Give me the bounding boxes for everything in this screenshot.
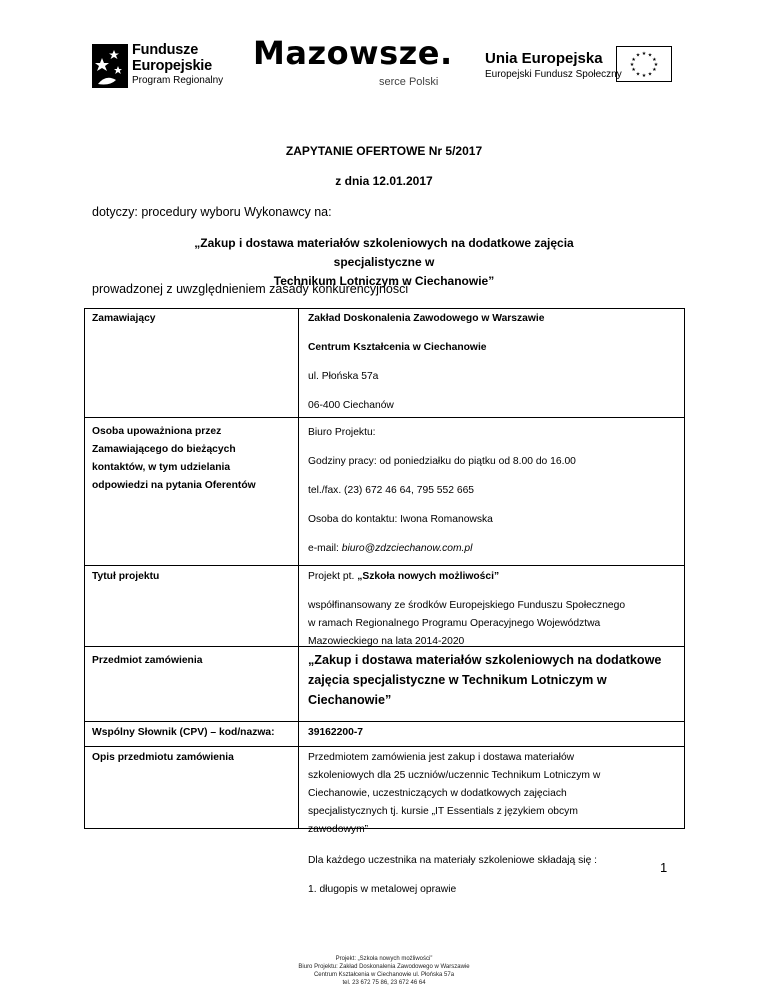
contact-label-line3: kontaktów, w tym udzielania [92, 462, 231, 473]
project-funding [308, 597, 674, 651]
dotyczy-line: dotyczy: procedury wyboru Wykonawcy na: [92, 205, 332, 219]
project-funding-line2: w ramach Regionalnego Programu Operacyjnego Województwa [308, 618, 601, 629]
table-row-divider [85, 417, 684, 418]
contact-person-label [92, 423, 288, 495]
phone-fax: tel./fax. (23) 672 46 64, 795 552 665 [308, 485, 475, 496]
table-row-divider [85, 565, 684, 566]
info-table [84, 308, 685, 895]
mazowsze-logo [253, 34, 453, 98]
ue-logo-text [485, 50, 622, 82]
mazowsze-word: Mazowsze. [253, 34, 453, 72]
description-paragraph [308, 749, 674, 839]
fe-line1: Fundusze [132, 42, 199, 58]
project-funding-line1: współfinansowany ze środków Europejskiego Funduszu Społecznego [308, 600, 626, 611]
header-logos [0, 34, 768, 98]
svg-text:★: ★ [631, 67, 636, 73]
footer-line1: Projekt: „Szkoła nowych możliwości” [335, 956, 433, 962]
biuro-projektu: Biuro Projektu: [308, 427, 376, 438]
table-row-divider [85, 721, 684, 722]
document-date: z dnia 12.01.2017 [335, 174, 433, 188]
project-name: „Szkoła nowych możliwości” [357, 571, 500, 582]
order-subject-line1: „Zakup i dostawa materiałów szkoleniowych na dodatkowe [308, 653, 662, 667]
svg-text:★: ★ [635, 71, 641, 78]
contact-person: Osoba do kontaktu: Iwona Romanowska [308, 514, 493, 525]
svg-text:★: ★ [647, 52, 653, 59]
svg-text:★: ★ [653, 62, 659, 68]
svg-text:★: ★ [652, 57, 657, 63]
mazowsze-subtitle: serce Polski [379, 76, 439, 88]
fe-line3: Program Regionalny [132, 75, 224, 86]
materials-intro: Dla każdego uczestnika na materiały szkoleniowe składają się : [308, 855, 598, 866]
contact-label-line1: Osoba upoważniona przez [92, 426, 222, 437]
contact-label-line4: odpowiedzi na pytania Oferentów [92, 480, 256, 491]
fe-stars-icon [92, 44, 128, 88]
order-subject-line3: Ciechanowie” [308, 693, 392, 707]
svg-text:★: ★ [652, 67, 657, 73]
description-line2: szkoleniowych dla 25 uczniów/uczennic Technikum Lotniczym w [308, 770, 601, 781]
working-hours: Godziny pracy: od poniedziałku do piątku od 8.00 do 16.00 [308, 456, 576, 467]
table-row-divider [85, 746, 684, 747]
svg-text:★: ★ [641, 51, 647, 57]
order-subject-value [308, 650, 674, 710]
svg-text:★: ★ [629, 62, 635, 68]
project-funding-line3: Mazowieckiego na lata 2014-2020 [308, 636, 465, 647]
svg-text:★: ★ [641, 73, 647, 79]
order-subject-line2: zajęcia specjalistyczne w Technikum Lotniczym w [308, 673, 607, 687]
ue-line1: Unia Europejska [485, 50, 603, 67]
zamawiajacy-street: ul. Płońska 57a [308, 371, 379, 382]
zamawiajacy-label: Zamawiający [92, 313, 156, 324]
eu-flag-icon [616, 46, 672, 82]
page-footer [0, 955, 768, 987]
page-number: 1 [660, 860, 668, 875]
fe-line2: Europejskie [132, 58, 212, 74]
fundusze-europejskie-logo [92, 42, 252, 94]
description-line1: Przedmiotem zamówienia jest zakup i dostawa materiałów [308, 752, 575, 763]
cpv-label: Wspólny Słownik (CPV) – kod/nazwa: [92, 727, 275, 738]
description-label: Opis przedmiotu zamówienia [92, 752, 234, 763]
svg-text:★: ★ [647, 71, 653, 78]
description-line5: zawodowym” [308, 824, 369, 835]
email-label: e-mail: [308, 543, 342, 554]
zamawiajacy-name: Zakład Doskonalenia Zawodowego w Warszawie [308, 313, 545, 324]
materials-item-1: 1. długopis w metalowej oprawie [308, 884, 457, 895]
project-prefix: Projekt pt. [308, 571, 358, 582]
svg-text:★: ★ [631, 57, 636, 63]
zamawiajacy-center: Centrum Kształcenia w Ciechanowie [308, 342, 487, 353]
footer-line2: Biuro Projektu: Zakład Doskonalenia Zawodowego w Warszawie [298, 964, 470, 970]
svg-text:★: ★ [635, 52, 641, 59]
email-line [308, 540, 674, 558]
contact-label-line2: Zamawiającego do bieżących [92, 444, 236, 455]
email-address[interactable]: biuro@zdzciechanow.com.pl [341, 543, 473, 554]
subject-line2: Technikum Lotniczym w Ciechanowie” [273, 274, 495, 288]
project-title-label: Tytuł projektu [92, 571, 160, 582]
description-line3: Ciechanowie, uczestniczących w dodatkowych zajęciach [308, 788, 567, 799]
zamawiajacy-city: 06-400 Ciechanów [308, 400, 394, 411]
table-column-divider [298, 309, 299, 828]
footer-line3: Centrum Kształcenia w Ciechanowie ul. Płońska 57a [313, 972, 455, 978]
procedure-line: prowadzonej z uwzględnieniem zasady konkurencyjności [92, 282, 409, 296]
document-title: ZAPYTANIE OFERTOWE Nr 5/2017 [285, 144, 483, 158]
project-title-value [308, 568, 674, 586]
footer-line4: tel. 23 672 75 86, 23 672 46 64 [342, 980, 426, 986]
order-subject-label: Przedmiot zamówienia [92, 655, 203, 666]
ue-line2: Europejski Fundusz Społeczny [485, 69, 622, 80]
description-line4: specjalistycznych tj. kursie „IT Essentials z językiem obcym [308, 806, 578, 817]
subject-line1: „Zakup i dostawa materiałów szkoleniowych na dodatkowe zajęcia specjalistyczne w [194, 236, 574, 269]
cpv-code: 39162200-7 [308, 727, 363, 738]
